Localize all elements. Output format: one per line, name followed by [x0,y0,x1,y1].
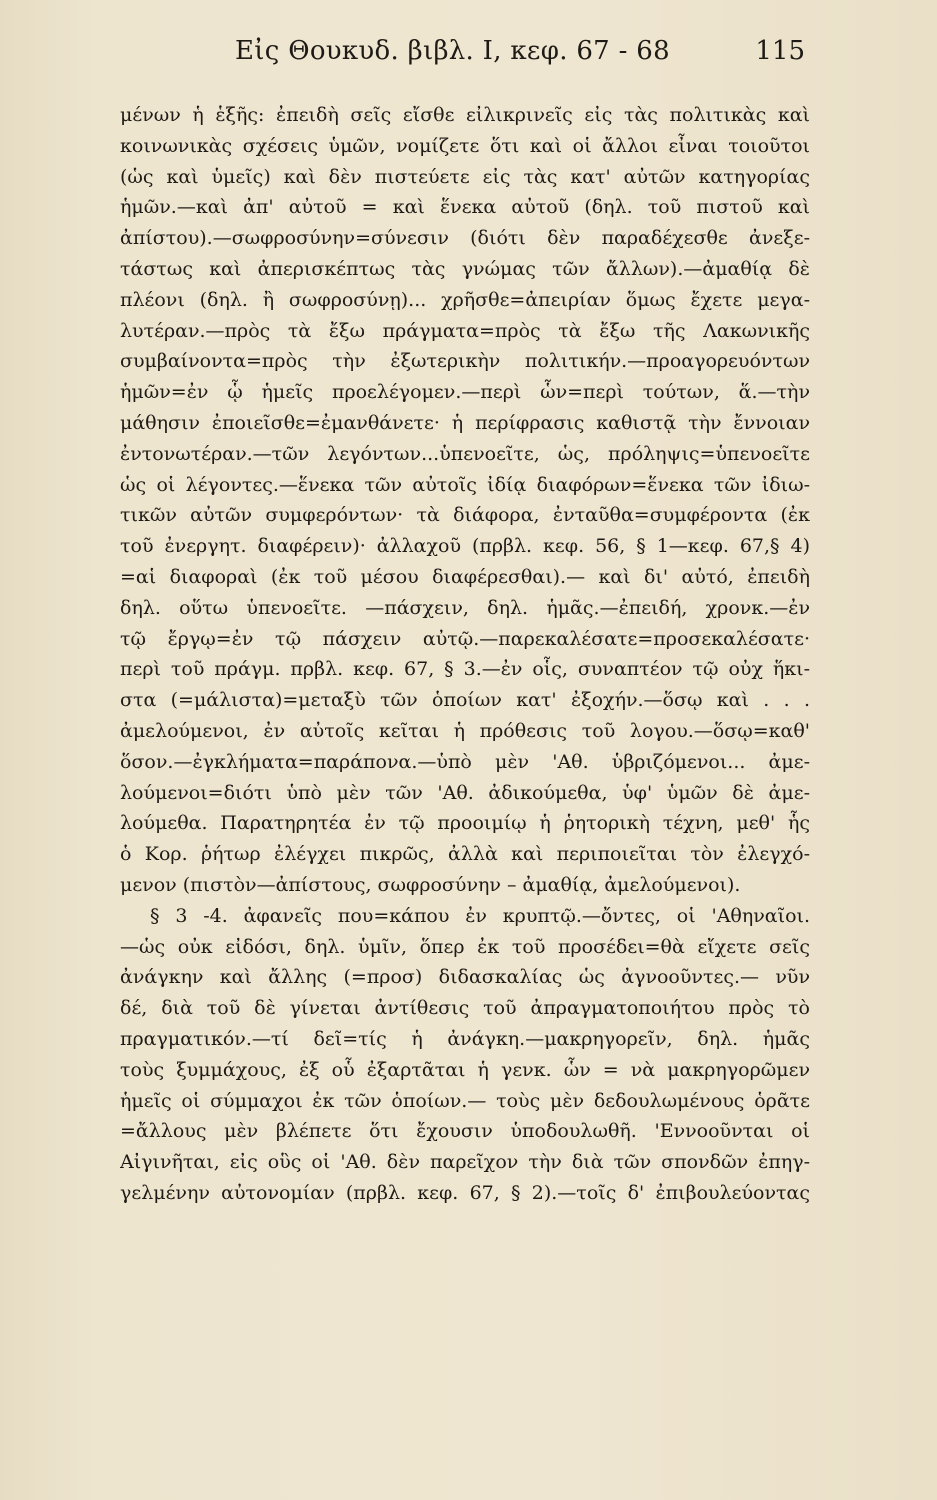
page-number: 115 [755,36,805,66]
text-line: τοὺς ξυμμάχους, ἐξ οὗ ἐξαρτᾶται ἡ γενκ. ὧν = νὰ μακρηγορῶμεν [120,1058,810,1081]
text-line: (ὡς καὶ ὑμεῖς) καὶ δὲν πιστεύετε εἰς τὰς κατ' αὐτῶν κατηγορίας [120,165,810,188]
text-line: περὶ τοῦ πράγμ. πρβλ. κεφ. 67, § 3.—ἐν οἷς, συναπτέον τῷ οὐχ ἥκι- [120,658,810,681]
text-line: πραγματικόν.—τί δεῖ=τίς ἡ ἀνάγκη.—μακρηγορεῖν, δηλ. ἡμᾶς [120,1027,810,1050]
text-line: λούμενοι=διότι ὑπὸ μὲν τῶν 'Αθ. ἀδικούμεθα, ὑφ' ὑμῶν δὲ ἀμε- [120,781,810,804]
running-head: Εἰς Θουκυδ. βιβλ. I, κεφ. 67 - 68 [235,36,670,66]
text-line: ὡς οἱ λέγοντες.—ἕνεκα τῶν αὐτοῖς ἰδίᾳ διαφόρων=ἕνεκα τῶν ἰδιω- [120,473,810,496]
text-line: ἀμελούμενοι, ἐν αὐτοῖς κεῖται ἡ πρόθεσις τοῦ λογου.—ὅσῳ=καθ' [120,719,810,742]
text-line: γελμένην αὐτονομίαν (πρβλ. κεφ. 67, § 2).—τοῖς δ' ἐπιβουλεύοντας [120,1181,810,1204]
text-line: τῷ ἔργῳ=ἐν τῷ πάσχειν αὐτῷ.—παρεκαλέσατε=προσεκαλέσατε· [120,627,810,650]
text-line: στα (=μάλιστα)=μεταξὺ τῶν ὁποίων κατ' ἐξοχήν.—ὅσῳ καὶ . . . [120,689,810,712]
text-line: =αἱ διαφοραὶ (ἐκ τοῦ μέσου διαφέρεσθαι).— καὶ δι' αὐτό, ἐπειδὴ [120,565,810,588]
text-line: ἀνάγκην καὶ ἄλλης (=προσ) διδασκαλίας ὡς ἀγνοοῦντες.— νῦν [120,966,810,989]
text-line: ἡμῶν.—καὶ ἀπ' αὐτοῦ = καὶ ἕνεκα αὐτοῦ (δηλ. τοῦ πιστοῦ καὶ [120,196,810,219]
text-line: ἀπίστου).—σωφροσύνην=σύνεσιν (διότι δὲν παραδέχεσθε ἀνεξε- [120,227,810,250]
text-line: μένων ἡ ἑξῆς: ἐπειδὴ σεῖς εἴσθε εἰλικρινεῖς εἰς τὰς πολιτικὰς καὶ [120,104,810,126]
text-line: μάθησιν ἐποιεῖσθε=ἐμανθάνετε· ἡ περίφρασις καθιστᾷ τὴν ἔννοιαν [120,411,810,434]
page-header [235,36,805,76]
text-line: τοῦ ἐνεργητ. διαφέρειν)· ἀλλαχοῦ (πρβλ. κεφ. 56, § 1—κεφ. 67,§ 4) [120,535,810,558]
text-line: μενον (πιστὸν—ἀπίστους, σωφροσύνην – ἀμαθίᾳ, ἀμελούμενοι). [120,873,741,896]
text-line: Αἰγινῆται, εἰς οὓς οἱ 'Αθ. δὲν παρεῖχον τὴν διὰ τῶν σπονδῶν ἐπηγ- [120,1151,810,1174]
text-line: ὁ Κορ. ῥήτωρ ἐλέγχει πικρῶς, ἀλλὰ καὶ περιποιεῖται τὸν ἐλεγχό- [120,843,810,866]
text-line: δηλ. οὕτω ὑπενοεῖτε. —πάσχειν, δηλ. ἡμᾶς.—ἐπειδή, χρονκ.—ἐν [120,596,810,619]
text-line: ἐντονωτέραν.—τῶν λεγόντων...ὑπενοεῖτε, ὡς, πρόληψις=ὑπενοεῖτε [120,442,810,465]
commentary-text [120,100,810,1209]
text-line: κοινωνικὰς σχέσεις ὑμῶν, νομίζετε ὅτι καὶ οἱ ἄλλοι εἶναι τοιοῦτοι [120,134,810,157]
section-start-line: § 3 -4. ἀφανεῖς που=κάπου ἐν κρυπτῷ.—ὄντες, οἱ 'Αθηναῖοι. [150,904,810,927]
text-line: πλέονι (δηλ. ἢ σωφροσύνῃ)... χρῆσθε=ἀπειρίαν ὅμως ἔχετε μεγα- [120,288,810,311]
text-line: ἡμῶν=ἐν ᾧ ἡμεῖς προελέγομεν.—περὶ ὧν=περὶ τούτων, ἅ.—τὴν [120,381,810,404]
text-line: ἡμεῖς οἱ σύμμαχοι ἐκ τῶν ὁποίων.— τοὺς μὲν δεδουλωμένους ὁρᾶτε [120,1089,810,1112]
text-line: δέ, διὰ τοῦ δὲ γίνεται ἀντίθεσις τοῦ ἀπραγματοποιήτου πρὸς τὸ [120,997,810,1020]
text-line: λούμεθα. Παρατηρητέα ἐν τῷ προοιμίῳ ἡ ῥητορικὴ τέχνη, μεθ' ἧς [120,812,810,835]
text-line: ὅσον.—ἐγκλήματα=παράπονα.—ὑπὸ μὲν 'Αθ. ὑβριζόμενοι... ἀμε- [120,750,810,773]
text-line: συμβαίνοντα=πρὸς τὴν ἐξωτερικὴν πολιτικήν.—προαγορευόντων [120,350,810,373]
text-line: =ἄλλους μὲν βλέπετε ὅτι ἔχουσιν ὑποδουλωθῆ. 'Εννοοῦνται οἱ [120,1120,810,1143]
text-line: τάστως καὶ ἀπερισκέπτως τὰς γνώμας τῶν ἄλλων).—ἀμαθίᾳ δὲ [120,257,810,280]
text-line: τικῶν αὐτῶν συμφερόντων· τὰ διάφορα, ἐνταῦθα=συμφέροντα (ἐκ [120,504,810,527]
text-line: λυτέραν.—πρὸς τὰ ἔξω πράγματα=πρὸς τὰ ἔξω τῆς Λακωνικῆς [120,319,810,342]
text-line: —ὡς οὐκ εἰδόσι, δηλ. ὑμῖν, ὅπερ ἐκ τοῦ προσέδει=θὰ εἴχετε σεῖς [120,935,810,958]
